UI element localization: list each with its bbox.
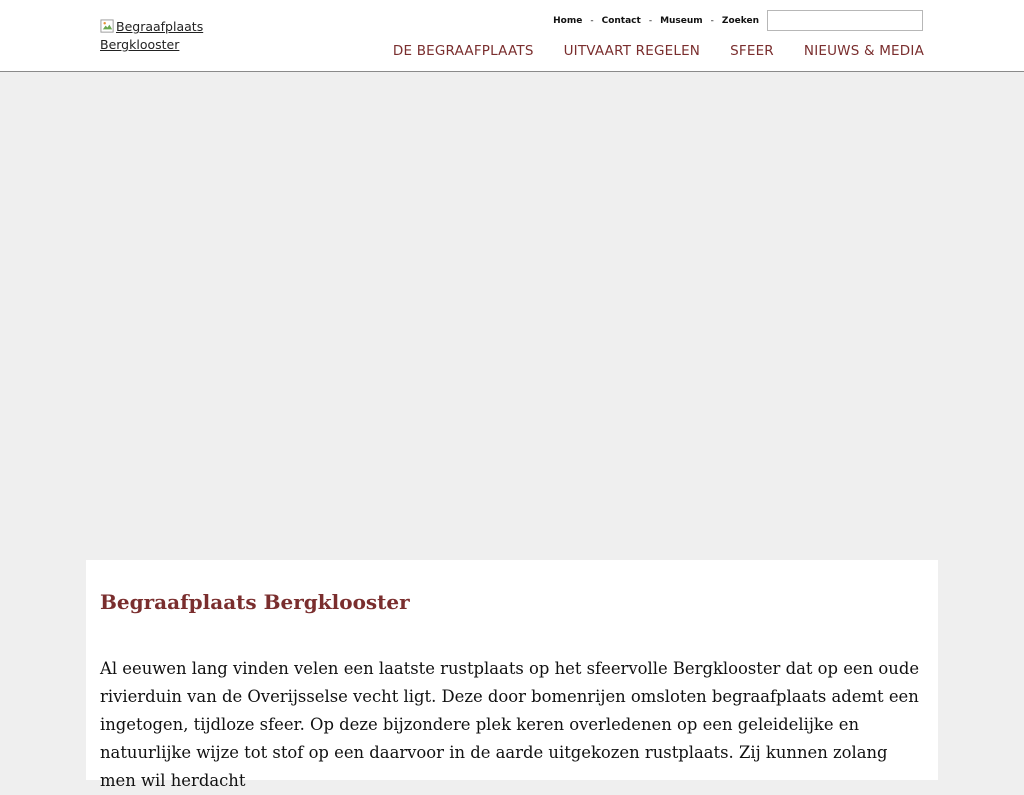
logo-alt-text: Begraafplaats Bergklooster xyxy=(100,19,204,52)
page-title: Begraafplaats Bergklooster xyxy=(100,590,410,614)
utility-nav xyxy=(553,14,759,28)
utility-separator: - xyxy=(648,16,653,26)
nav-item-uitvaart-regelen[interactable]: UITVAART REGELEN xyxy=(563,43,701,59)
site-header xyxy=(0,0,1024,72)
utility-link-contact[interactable]: Contact xyxy=(601,16,641,26)
nav-item-sfeer[interactable]: SFEER xyxy=(730,43,774,59)
main-nav xyxy=(393,43,924,59)
nav-item-de-begraafplaats[interactable]: DE BEGRAAFPLAATS xyxy=(392,43,534,59)
intro-paragraph: Al eeuwen lang vinden velen een laatste rustplaats op het sfeervolle Bergklooster dat op een oude rivierduin van de Overijsselse vecht ligt. Deze door bomenrijen omsloten begraafplaats ademt een ingetogen, tijdloze sfeer. Op deze bijzondere plek keren overledenen op een geleidelijke en natuurlijke wijze tot stof op een daarvoor in de aarde uitgekozen rustplaats. Zij kunnen zolang men wil herdacht xyxy=(100,659,920,790)
broken-image-icon xyxy=(100,19,115,34)
utility-separator: - xyxy=(590,16,594,26)
nav-item-nieuws-media[interactable]: NIEUWS & MEDIA xyxy=(803,43,924,59)
utility-link-home[interactable]: Home xyxy=(553,16,583,26)
utility-link-zoeken[interactable]: Zoeken xyxy=(721,16,759,26)
search-input[interactable] xyxy=(767,10,923,31)
site-logo[interactable] xyxy=(100,18,230,54)
content-panel xyxy=(86,560,938,790)
utility-link-museum[interactable]: Museum xyxy=(660,16,703,26)
utility-separator: - xyxy=(710,16,714,26)
